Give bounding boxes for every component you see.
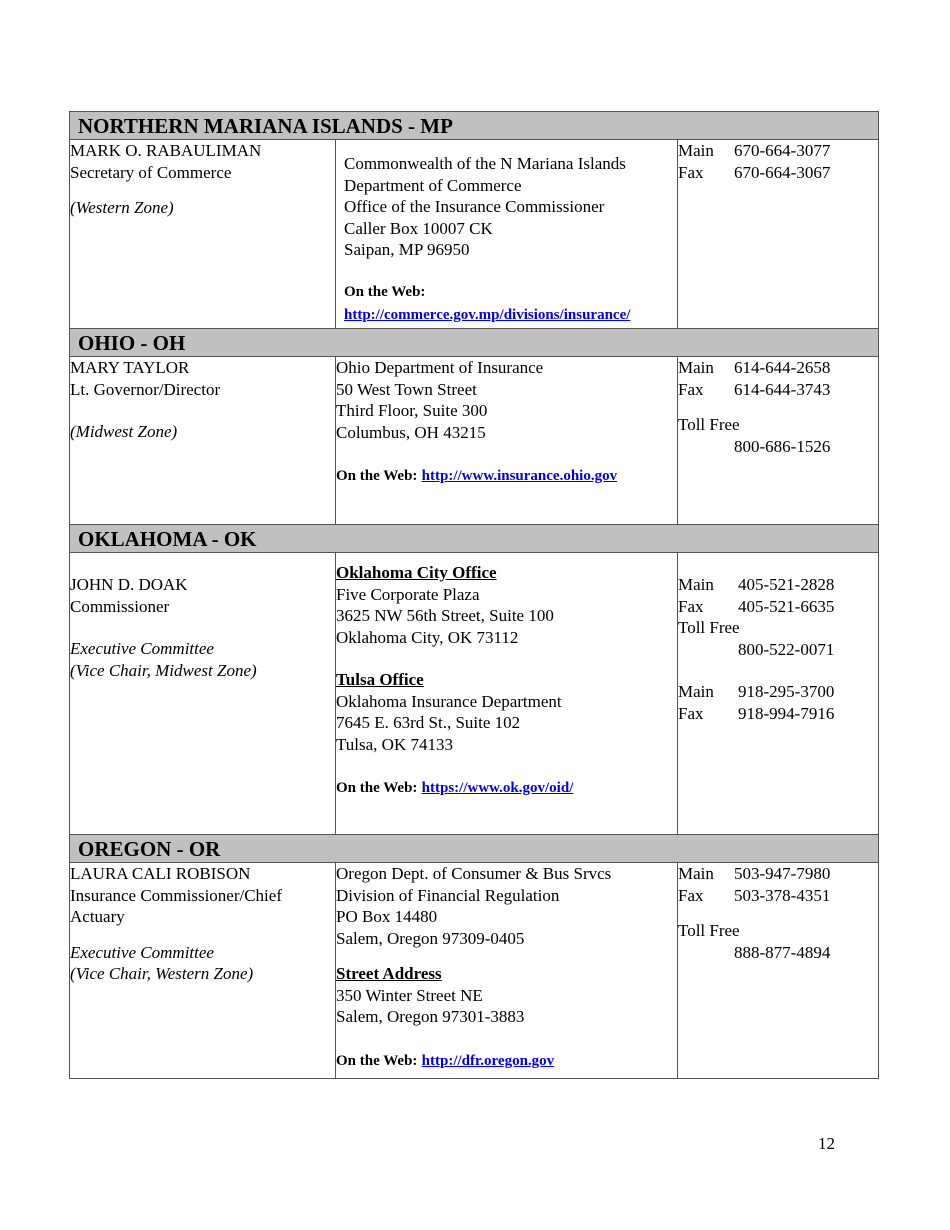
address-cell (336, 140, 678, 329)
toll-free-phone: 800-686-1526 (734, 436, 831, 456)
address-line: Oregon Dept. of Consumer & Bus Srvcs (336, 864, 612, 883)
address-line: 50 West Town Street (336, 379, 477, 399)
address-line: Tulsa, OK 74133 (336, 734, 453, 754)
web-label: On the Web: (336, 468, 418, 484)
person-title: Lt. Governor/Director (70, 379, 221, 399)
state-row-mp (70, 140, 879, 329)
address-line: Columbus, OH 43215 (336, 422, 486, 442)
fax-label: Fax (678, 596, 704, 616)
address-cell (336, 357, 678, 525)
web-label: On the Web: (336, 1052, 418, 1069)
person-zone: (Midwest Zone) (70, 422, 178, 441)
main-phone-row (678, 681, 878, 703)
address-line: 350 Winter Street NE (336, 985, 483, 1005)
fax-label: Fax (678, 885, 704, 905)
website-link[interactable]: http://dfr.oregon.gov (421, 1052, 555, 1069)
address-line: Office of the Insurance Commissioner (344, 197, 605, 216)
main-phone-row (678, 574, 878, 596)
toll-free-phone: 800-522-0071 (738, 639, 835, 659)
main-phone: 614-644-2658 (734, 358, 831, 377)
directory-table (69, 111, 879, 1079)
state-header-oh: OHIO - OH (70, 329, 879, 357)
website-link[interactable]: http://www.insurance.ohio.gov (421, 468, 618, 484)
web-label: On the Web: (336, 780, 418, 796)
main-label: Main (678, 141, 714, 160)
address-line: Saipan, MP 96950 (344, 240, 470, 259)
person-name: JOHN D. DOAK (70, 575, 188, 594)
address-line: Oklahoma Insurance Department (336, 691, 562, 711)
person-committee: Executive Committee (70, 639, 214, 658)
contact-person-cell (70, 357, 336, 525)
fax-phone: 503-378-4351 (734, 885, 831, 905)
office-heading: Tulsa Office (336, 670, 424, 689)
address-line: PO Box 14480 (336, 907, 438, 926)
website-link[interactable]: https://www.ok.gov/oid/ (421, 780, 574, 796)
address-line: Commonwealth of the N Mariana Islands (344, 154, 626, 173)
website-link[interactable]: http://commerce.gov.mp/divisions/insurance/ (344, 307, 631, 323)
phone-cell (678, 553, 879, 835)
person-name: LAURA CALI ROBISON (70, 864, 251, 883)
state-row-oh (70, 357, 879, 525)
address-line: Division of Financial Regulation (336, 885, 560, 905)
fax-phone-row (678, 596, 878, 618)
phone-cell (678, 863, 879, 1079)
address-cell (336, 863, 678, 1079)
main-phone-row (678, 863, 878, 885)
address-line: Ohio Department of Insurance (336, 358, 544, 377)
state-header-row (70, 329, 879, 357)
main-label: Main (678, 864, 714, 883)
main-label: Main (678, 682, 714, 701)
address-line: Caller Box 10007 CK (344, 218, 493, 238)
state-header-row (70, 112, 879, 140)
state-row-ok (70, 553, 879, 835)
main-label: Main (678, 358, 714, 377)
fax-label: Fax (678, 162, 704, 182)
person-zone: (Western Zone) (70, 198, 174, 217)
fax-label: Fax (678, 703, 704, 723)
toll-free-phone: 888-877-4894 (734, 942, 831, 962)
main-phone-row (678, 140, 878, 162)
person-title: Secretary of Commerce (70, 162, 232, 182)
fax-phone-row (678, 162, 878, 184)
person-zone: (Vice Chair, Western Zone) (70, 964, 254, 983)
fax-phone-row (678, 885, 878, 907)
toll-free-label: Toll Free (678, 921, 740, 940)
address-line: Salem, Oregon 97309-0405 (336, 928, 525, 948)
toll-free-label: Toll Free (678, 415, 740, 434)
state-header-mp: NORTHERN MARIANA ISLANDS - MP (70, 112, 879, 140)
address-line: Salem, Oregon 97301-3883 (336, 1007, 525, 1026)
state-header-row (70, 525, 879, 553)
address-line: Department of Commerce (344, 175, 522, 195)
person-name: MARY TAYLOR (70, 358, 190, 377)
main-phone: 503-947-7980 (734, 864, 831, 883)
main-phone: 918-295-3700 (738, 682, 835, 701)
person-committee: Executive Committee (70, 942, 214, 962)
address-line: Third Floor, Suite 300 (336, 401, 488, 420)
page-number: 12 (818, 1134, 835, 1153)
fax-phone: 918-994-7916 (738, 703, 835, 723)
toll-free-label: Toll Free (678, 618, 740, 637)
office-heading: Oklahoma City Office (336, 563, 497, 582)
person-title: Commissioner (70, 596, 170, 616)
address-line: 7645 E. 63rd St., Suite 102 (336, 713, 521, 732)
person-name: MARK O. RABAULIMAN (70, 141, 262, 160)
address-line: Oklahoma City, OK 73112 (336, 627, 519, 647)
web-label: On the Web: (344, 283, 426, 300)
address-line: 3625 NW 56th Street, Suite 100 (336, 606, 554, 625)
main-phone: 405-521-2828 (738, 575, 835, 594)
fax-phone: 614-644-3743 (734, 379, 831, 399)
contact-person-cell (70, 863, 336, 1079)
address-line: Five Corporate Plaza (336, 584, 480, 604)
contact-person-cell (70, 553, 336, 835)
fax-phone: 405-521-6635 (738, 596, 835, 616)
street-address-heading: Street Address (336, 964, 442, 983)
address-cell (336, 553, 678, 835)
main-label: Main (678, 575, 714, 594)
person-title: Insurance Commissioner/Chief Actuary (70, 885, 282, 926)
fax-phone: 670-664-3067 (734, 162, 831, 182)
fax-phone-row (678, 703, 878, 725)
main-phone: 670-664-3077 (734, 141, 831, 160)
state-header-or: OREGON - OR (70, 835, 879, 863)
phone-cell (678, 140, 879, 329)
phone-cell (678, 357, 879, 525)
main-phone-row (678, 357, 878, 379)
contact-person-cell (70, 140, 336, 329)
person-zone: (Vice Chair, Midwest Zone) (70, 660, 257, 680)
state-row-or (70, 863, 879, 1079)
state-header-ok: OKLAHOMA - OK (70, 525, 879, 553)
state-header-row (70, 835, 879, 863)
fax-phone-row (678, 379, 878, 401)
fax-label: Fax (678, 379, 704, 399)
